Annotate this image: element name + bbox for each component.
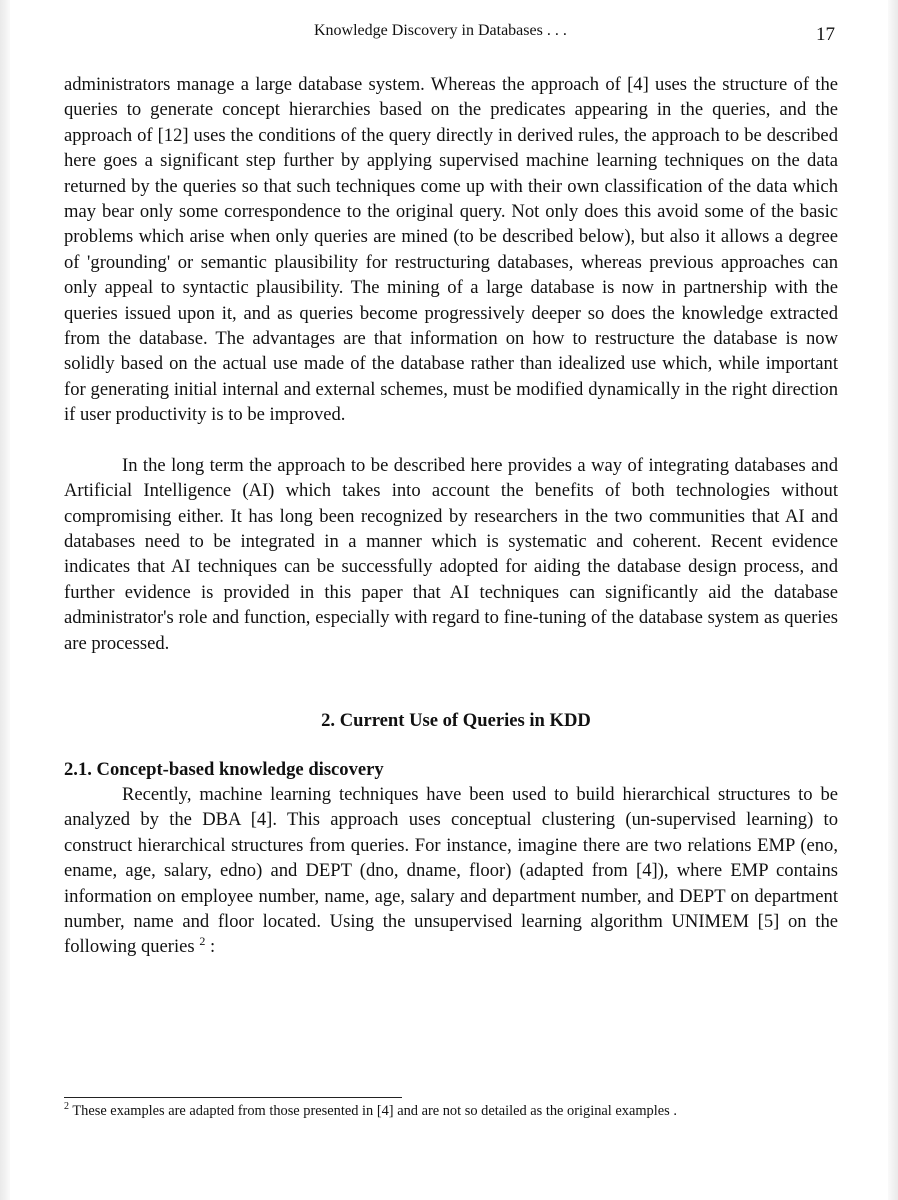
page-header [0,20,898,50]
paragraph-ai-integration: In the long term the approach to be described here provides a way of integrating databases and Artificial Intelligence (AI) which takes into account the benefits of both technologies without compromising either. It has long been recognized by researchers in the two communities that AI and databases need to be integrated in a manner which is systematic and coherent. Recent evidence indicates that AI techniques can be successfully adopted for aiding the database design process, and further evidence is provided in this paper that AI techniques can significantly aid the database administrator's role and function, especially with regard to fine-tuning of the database system as queries are processed. [64,454,838,654]
page-number: 17 [816,24,835,45]
footnote-marker: 2 [64,1101,69,1113]
footnote-divider [64,1097,402,1098]
section-heading: 2. Current Use of Queries in KDD [321,709,591,731]
page-body [64,72,838,960]
right-page-edge [888,0,898,1200]
running-title: Knowledge Discovery in Databases . . . [314,22,567,39]
footnote-reference: 2 [199,934,206,949]
paragraph-concept-based [64,782,838,960]
paragraph-restructuring: administrators manage a large database system. Whereas the approach of [4] uses the structure of the queries to generate concept hierarchies based on the predicates appearing in the queries, and the approach of [12] uses the conditions of the query directly in derived rules, the approach to be described here goes a significant step further by applying supervised machine learning techniques on the data returned by the queries so that such techniques come up with their own classification of the data which may bear only some correspondence to the original query. Not only does this avoid some of the basic problems which arise when only queries are mined (to be described below), but also it allows a degree of 'grounding' or semantic plausibility for restructuring databases, whereas previous approaches can only appeal to syntactic plausibility. The mining of a large database is now in partnership with the queries issued upon it, and as queries become progressively deeper so does the knowledge extracted from the database. The advantages are that information on how to restructure the database is now solidly based on the actual use made of the database rather than idealized use which, while important for generating initial internal and external schemes, must be modified dynamically in the right direction if user productivity is to be improved. [64,74,838,426]
left-page-edge [0,0,10,1200]
footnote-text: These examples are adapted from those presented in [4] and are not so detailed as the original examples . [72,1103,677,1119]
footnote [64,1101,844,1121]
subsection-heading: 2.1. Concept-based knowledge discovery [64,758,384,780]
paragraph-concept-based-text: Recently, machine learning techniques have been used to build hierarchical structures to be analyzed by the DBA [4]. This approach uses conceptual clustering (un-supervised learning) to construct hierarchical structures from queries. For instance, imagine there are two relations EMP (eno, ename, age, salary, edno) and DEPT (dno, dname, floor) (adapted from [4]), where EMP contains information on employee number, name, age, salary and department number, and DEPT on department number, name and floor located. Using the unsupervised learning algorithm UNIMEM [5] on the following queries [64,783,838,958]
paragraph-concept-based-tail: : [205,936,216,958]
